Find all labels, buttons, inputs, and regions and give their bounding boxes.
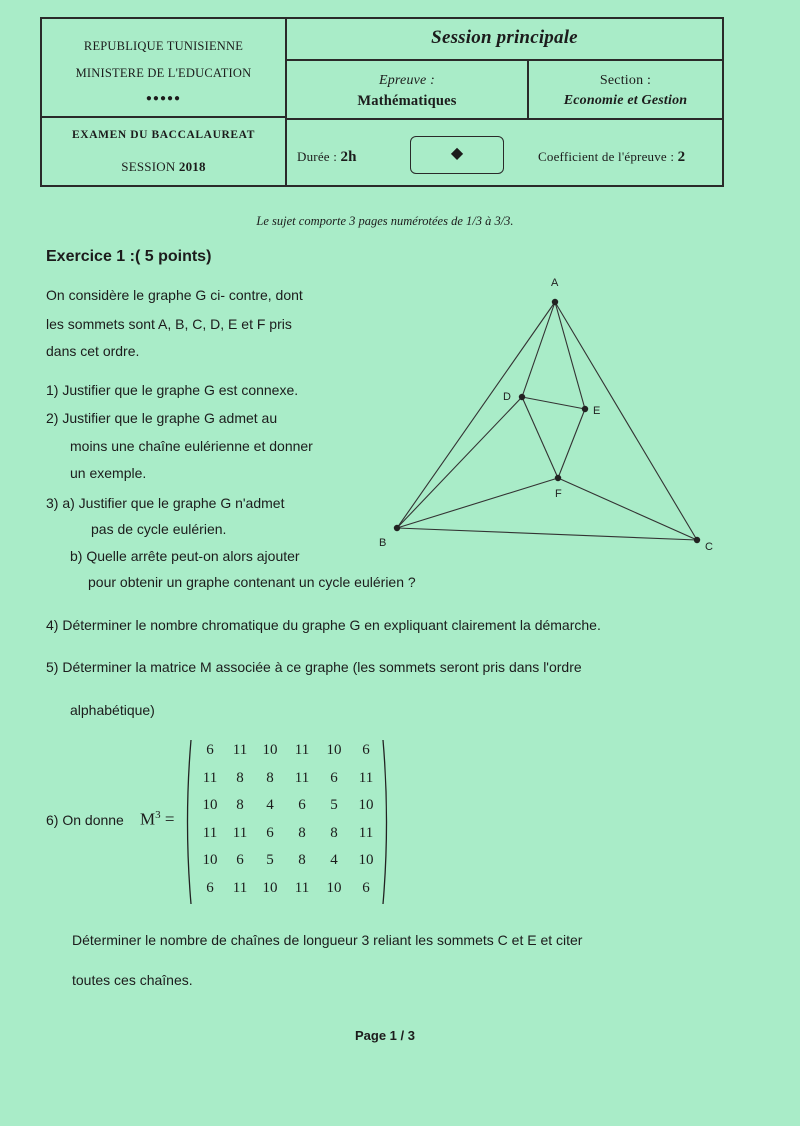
question-3a: pas de cycle eulérien. [91, 521, 227, 537]
graph-vertex-label-D: D [503, 391, 511, 403]
matrix-cell: 8 [236, 769, 244, 786]
matrix-row [195, 742, 385, 770]
intro-line: dans cet ordre. [46, 343, 140, 359]
graph-edge-AD [522, 302, 555, 397]
left-parenthesis [183, 738, 193, 906]
matrix-cell: 8 [236, 797, 244, 813]
graph-edge-AB [397, 302, 555, 528]
diamond-icon: ◆ [450, 145, 464, 162]
question-3a: 3) a) Justifier que le graphe G n'admet [46, 495, 285, 511]
matrix-row [195, 797, 385, 825]
epreuve-value: Mathématiques [357, 93, 457, 109]
equals-sign: = [164, 809, 175, 829]
graph-vertex-label-E: E [593, 405, 601, 417]
session-type: Session principale [431, 27, 578, 48]
graph-vertex-E [582, 406, 588, 412]
graph-vertex-A [552, 299, 558, 305]
matrix-row [195, 825, 385, 853]
matrix-cell: 11 [232, 879, 248, 896]
duree [297, 149, 357, 166]
graph-edge-DF [522, 397, 558, 478]
matrix-cell: 11 [232, 742, 248, 758]
matrix-cell: 11 [358, 769, 374, 786]
question-3b: b) Quelle arrête peut-on alors ajouter [70, 548, 300, 564]
graph-vertex-C [694, 537, 700, 543]
question-2: 2) Justifier que le graphe G admet au [46, 410, 278, 426]
intro-line: les sommets sont A, B, C, D, E et F pris [46, 316, 292, 332]
duree-label: Durée : [297, 149, 338, 164]
coefficient [538, 149, 685, 166]
graph-vertex-label-C: C [705, 541, 713, 553]
matrix-cell: 10 [202, 852, 218, 868]
exam-name: EXAMEN DU BACCALAUREAT [72, 129, 255, 141]
question-6-text: Déterminer le nombre de chaînes de longueur 3 reliant les sommets C et E et citer [72, 932, 583, 948]
session-year [42, 159, 285, 175]
epreuve-label: Epreuve : [378, 73, 436, 88]
matrix-cell: 6 [206, 879, 214, 896]
question-6-label: 6) On donne [46, 812, 124, 828]
graph-edge-BC [397, 528, 697, 540]
matrix-cell: 8 [266, 769, 274, 786]
page-number: Page 1 / 3 [355, 1028, 415, 1043]
matrix-name [140, 809, 174, 830]
matrix-exponent: 3 [155, 809, 161, 821]
matrix-row [195, 770, 385, 798]
matrix-cell: 10 [326, 742, 342, 758]
graph-vertex-label-F: F [555, 488, 562, 500]
graph-edge-AC [555, 302, 697, 540]
session-label: SESSION [121, 159, 176, 174]
ministry-name: MINISTERE DE L'EDUCATION [75, 66, 252, 80]
header-divider [285, 118, 722, 120]
matrix-cell: 4 [266, 797, 274, 813]
separator-dots: ●●●●● [145, 93, 182, 104]
matrix-cell: 6 [266, 824, 274, 841]
question-4: 4) Déterminer le nombre chromatique du graphe G en expliquant clairement la démarche. [46, 617, 601, 633]
matrix-cell: 10 [262, 742, 278, 758]
matrix-cell: 6 [362, 742, 370, 758]
matrix-cell: 6 [362, 879, 370, 896]
graph-edge-EF [558, 409, 585, 478]
matrix-cell: 8 [330, 824, 338, 841]
page-count-note: Le sujet comporte 3 pages numérotées de 1/3 à 3/3. [256, 214, 514, 228]
question-2: un exemple. [70, 465, 147, 481]
graph-vertex-B [394, 525, 400, 531]
matrix-m3 [183, 738, 393, 906]
graph-edge-DE [522, 397, 585, 409]
matrix-cell: 11 [358, 824, 374, 841]
matrix-cell: 10 [358, 852, 374, 868]
graph-vertex-D [519, 394, 525, 400]
duree-value: 2h [340, 149, 357, 165]
graph-edge-AE [555, 302, 585, 409]
matrix-letter: M [140, 809, 156, 829]
matrix-cell: 5 [330, 797, 338, 813]
matrix-cell: 10 [202, 797, 218, 813]
matrix-cell: 11 [202, 769, 218, 786]
question-6-text: toutes ces chaînes. [72, 972, 193, 988]
matrix-cell: 6 [298, 797, 306, 813]
exercise-title: Exercice 1 :( 5 points) [46, 248, 212, 265]
exam-header [40, 17, 724, 187]
diamond-box [410, 136, 504, 174]
matrix-cell: 6 [330, 769, 338, 786]
matrix-cell: 11 [294, 879, 310, 896]
question-2: moins une chaîne eulérienne et donner [70, 438, 313, 454]
intro-line: On considère le graphe G ci- contre, dont [46, 287, 303, 303]
question-3b: pour obtenir un graphe contenant un cycle eulérien ? [88, 574, 416, 590]
matrix-cell: 8 [298, 852, 306, 868]
matrix-cell: 11 [202, 824, 218, 841]
question-1: 1) Justifier que le graphe G est connexe. [46, 382, 299, 398]
matrix-row [195, 852, 385, 880]
section-value: Economie et Gestion [563, 93, 688, 108]
matrix-cell: 5 [266, 852, 274, 868]
header-divider [285, 59, 722, 61]
matrix-cell: 10 [262, 879, 278, 896]
matrix-cell: 4 [330, 852, 338, 868]
question-5: alphabétique) [70, 702, 155, 718]
matrix-cell: 10 [358, 797, 374, 813]
matrix-cell: 6 [206, 742, 214, 758]
graph-g [375, 270, 725, 560]
matrix-cell: 8 [298, 824, 306, 841]
matrix-cell: 6 [236, 852, 244, 868]
header-divider [42, 116, 285, 118]
graph-vertex-F [555, 475, 561, 481]
matrix-cell: 10 [326, 879, 342, 896]
country-name: REPUBLIQUE TUNISIENNE [83, 39, 244, 53]
section-label: Section : [599, 73, 652, 88]
session-year-value: 2018 [178, 159, 206, 174]
graph-vertex-label-A: A [551, 277, 559, 289]
matrix-cell: 11 [294, 769, 310, 786]
matrix-row [195, 880, 385, 908]
coef-value: 2 [677, 149, 686, 165]
graph-edge-FC [558, 478, 697, 540]
question-5: 5) Déterminer la matrice M associée à ce graphe (les sommets seront pris dans l'ordre [46, 659, 582, 675]
graph-vertex-label-B: B [379, 537, 387, 549]
coef-label: Coefficient de l'épreuve : [538, 149, 675, 164]
matrix-cell: 11 [232, 824, 248, 841]
matrix-cell: 11 [294, 742, 310, 758]
